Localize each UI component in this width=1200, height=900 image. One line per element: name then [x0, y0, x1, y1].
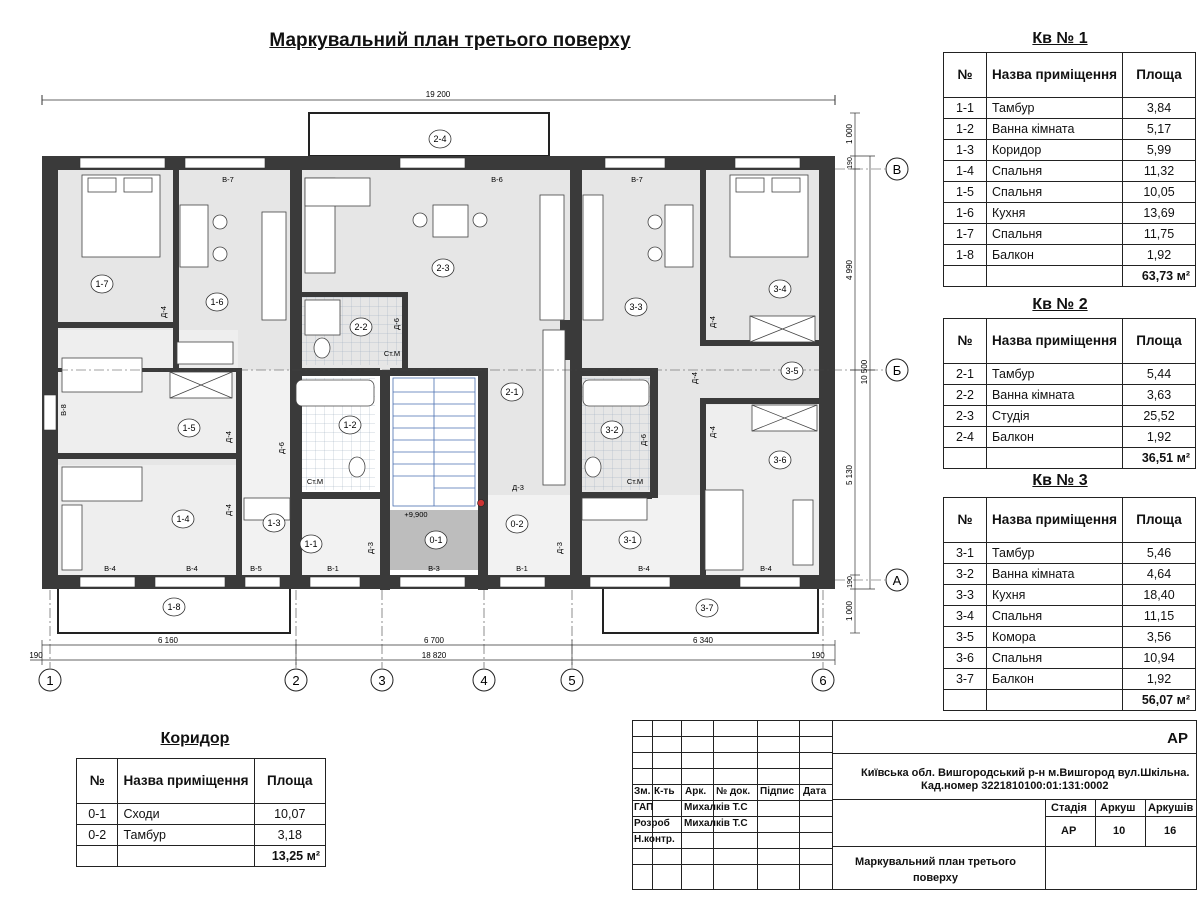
- table-head-area: Площа: [1123, 53, 1196, 98]
- table-total-row: [944, 448, 1196, 469]
- stage-label: Стадія: [1051, 802, 1087, 814]
- total-empty: [944, 690, 987, 711]
- kitchen-3b: [583, 195, 603, 320]
- table-row: [944, 140, 1196, 161]
- tag-window-v4-3: В-4: [638, 564, 650, 573]
- row-name: Спальня: [986, 648, 1122, 669]
- table-caption-apartment-2: Кв № 2: [1032, 296, 1088, 313]
- table-row: [944, 669, 1196, 690]
- row-name: Ванна кімната: [986, 564, 1122, 585]
- row-area: 18,40: [1123, 585, 1196, 606]
- axis-label-3: 3: [378, 673, 386, 688]
- drawing-name-1: Маркувальний план третього: [855, 856, 1017, 868]
- row-number: 2-1: [944, 364, 987, 385]
- tag-riser-1: Ст.М: [306, 477, 324, 486]
- row-name: Ванна кімната: [986, 385, 1122, 406]
- staircase: [393, 378, 475, 506]
- row-name: Тамбур: [986, 364, 1122, 385]
- shower-2-2: [305, 300, 340, 335]
- total-empty: [118, 846, 254, 867]
- row-area: 3,63: [1123, 385, 1196, 406]
- table-row: [944, 161, 1196, 182]
- tag-window-v4-2: В-4: [186, 564, 198, 573]
- closet-1-6: [177, 342, 233, 364]
- table-row: [944, 119, 1196, 140]
- sheet-label: Аркуш: [1100, 802, 1136, 814]
- bed-1-5: [62, 358, 142, 392]
- row-area: 4,64: [1123, 564, 1196, 585]
- total-empty: [986, 448, 1122, 469]
- title-block-code: АР: [1167, 730, 1188, 747]
- room-1-5: 1-5: [182, 423, 196, 433]
- row-number: 1-3: [944, 140, 987, 161]
- table-head-no: №: [944, 53, 987, 98]
- table-row: [77, 825, 326, 846]
- closet-3-1: [582, 498, 647, 520]
- table-head-area: Площа: [1123, 498, 1196, 543]
- table-total: 56,07 м²: [1123, 690, 1196, 711]
- tag-window-v7-right: В-7: [631, 175, 643, 184]
- dim-right-5: 190: [847, 576, 854, 588]
- row-number: 2-2: [944, 385, 987, 406]
- row-number: 0-2: [77, 825, 118, 846]
- row-number: 3-7: [944, 669, 987, 690]
- room-2-4: 2-4: [433, 134, 447, 144]
- dining-table-2-3: [433, 205, 468, 237]
- room-3-6: 3-6: [773, 455, 787, 465]
- row-number: 3-5: [944, 627, 987, 648]
- dim-right-3: 4 990: [845, 259, 854, 281]
- table-row: [944, 606, 1196, 627]
- sheets-label: Аркушів: [1148, 802, 1194, 814]
- table-caption-corridor: Коридор: [160, 730, 230, 747]
- table-row: [944, 564, 1196, 585]
- riser-marker: [478, 500, 485, 507]
- sheets-value: 16: [1164, 825, 1177, 837]
- row-name: Тамбур: [118, 825, 254, 846]
- tag-window-v4-1: В-4: [104, 564, 116, 573]
- tag-door-1-6: Д-4: [159, 306, 168, 318]
- row-area: 3,84: [1123, 98, 1196, 119]
- room-3-3: 3-3: [629, 302, 643, 312]
- table-head-area: Площа: [1123, 319, 1196, 364]
- room-3-5: 3-5: [785, 366, 799, 376]
- tag-window-v8: В-8: [59, 404, 68, 416]
- row-area: 3,56: [1123, 627, 1196, 648]
- row-name: Тамбур: [986, 543, 1122, 564]
- dim-edge-left: 190: [29, 651, 43, 660]
- row-area: 1,92: [1123, 669, 1196, 690]
- room-2-1: 2-1: [505, 387, 519, 397]
- person-rozrob: Михалків Т.С: [684, 818, 748, 829]
- table-row: [944, 245, 1196, 266]
- desk-1-4: [62, 505, 82, 570]
- tag-window-v1-left: В-1: [327, 564, 339, 573]
- person-gap: Михалків Т.С: [684, 802, 748, 813]
- table-head-area: Площа: [254, 759, 325, 804]
- total-empty: [986, 690, 1122, 711]
- row-name: Кухня: [986, 203, 1122, 224]
- tag-window-v6: В-6: [491, 175, 503, 184]
- tag-door-1-4: Д-4: [224, 504, 233, 516]
- row-area: 10,94: [1123, 648, 1196, 669]
- table-total: 36,51 м²: [1123, 448, 1196, 469]
- row-area: 10,05: [1123, 182, 1196, 203]
- dim-edge-right: 190: [811, 651, 825, 660]
- room-1-1: 1-1: [304, 539, 318, 549]
- room-1-2: 1-2: [343, 420, 357, 430]
- tag-window-v4-4: В-4: [760, 564, 772, 573]
- table-caption-apartment-3: Кв № 3: [1032, 472, 1088, 489]
- tag-door-3-5: Д-4: [690, 372, 699, 384]
- row-area: 5,46: [1123, 543, 1196, 564]
- table-total: 63,73 м²: [1123, 266, 1196, 287]
- row-number: 2-3: [944, 406, 987, 427]
- row-name: Балкон: [986, 669, 1122, 690]
- table-head-no: №: [944, 498, 987, 543]
- bathtub-left: [296, 380, 374, 406]
- row-area: 25,52: [1123, 406, 1196, 427]
- row-area: 3,18: [254, 825, 325, 846]
- total-empty: [944, 266, 987, 287]
- row-name: Тамбур: [986, 98, 1122, 119]
- table-row: [944, 406, 1196, 427]
- dim-seg-3: 6 340: [692, 636, 714, 645]
- room-0-2: 0-2: [510, 519, 524, 529]
- row-name: Студія: [986, 406, 1122, 427]
- tag-door-bath-2: Д-6: [392, 318, 401, 330]
- row-area: 11,75: [1123, 224, 1196, 245]
- table-corridor: [76, 758, 326, 867]
- room-3-4: 3-4: [773, 284, 787, 294]
- tag-door-2-1: Д-3: [512, 483, 524, 492]
- table-head-name: Назва приміщення: [118, 759, 254, 804]
- tag-window-v5: В-5: [250, 564, 262, 573]
- col-doc: № док.: [716, 786, 751, 797]
- tag-window-v1-right: В-1: [516, 564, 528, 573]
- tag-door-3-6: Д-4: [708, 426, 717, 438]
- table-head-no: №: [944, 319, 987, 364]
- table-1-6: [180, 205, 208, 267]
- row-number: 3-6: [944, 648, 987, 669]
- bed-1-4: [62, 467, 142, 501]
- role-nkontr: Н.контр.: [634, 834, 675, 845]
- room-1-8: 1-8: [167, 602, 181, 612]
- row-name: Балкон: [986, 245, 1122, 266]
- title-block: [632, 720, 1197, 890]
- row-area: 10,07: [254, 804, 325, 825]
- row-name: Кухня: [986, 585, 1122, 606]
- table-total-row: [77, 846, 326, 867]
- stage-value: АР: [1061, 825, 1077, 837]
- dimension-overall: [42, 90, 835, 105]
- room-1-4: 1-4: [176, 514, 190, 524]
- bathtub-right: [583, 380, 649, 406]
- desk-3-6: [793, 500, 813, 565]
- tag-window-v7-left: В-7: [222, 175, 234, 184]
- dim-right-total: 10 500: [860, 359, 869, 385]
- dim-seg-1: 6 160: [157, 636, 179, 645]
- room-3-1: 3-1: [623, 535, 637, 545]
- table-apartment-3: [943, 497, 1196, 711]
- plan-title: Маркувальний план третього поверху: [269, 30, 631, 51]
- title-block-address-2: Кад.номер 3221810100:01:131:0002: [921, 780, 1109, 792]
- table-row: [944, 427, 1196, 448]
- row-name: Коридор: [986, 140, 1122, 161]
- tag-door-0-2: Д-3: [555, 542, 564, 554]
- table-row: [944, 648, 1196, 669]
- axis-label-a: А: [892, 573, 902, 588]
- bed-3-6: [705, 490, 743, 570]
- table-row: [944, 585, 1196, 606]
- row-area: 5,99: [1123, 140, 1196, 161]
- tag-riser-3: Ст.М: [626, 477, 644, 486]
- col-kt: К-ть: [654, 786, 675, 797]
- table-row: [944, 364, 1196, 385]
- row-number: 1-1: [944, 98, 987, 119]
- col-zm: Зм.: [634, 786, 651, 797]
- table-row: [944, 224, 1196, 245]
- row-number: 0-1: [77, 804, 118, 825]
- dim-right-1: 1 000: [845, 123, 854, 145]
- title-block-address-1: Київська обл. Вишгородський р-н м.Вишгород вул.Шкільна.: [861, 767, 1190, 779]
- axis-label-v: В: [892, 162, 902, 177]
- closet-2-1: [543, 330, 565, 485]
- row-area: 11,15: [1123, 606, 1196, 627]
- drawing-name-2: поверху: [913, 872, 959, 884]
- table-row: [944, 543, 1196, 564]
- dim-right-4: 5 130: [845, 464, 854, 486]
- row-name: Спальня: [986, 161, 1122, 182]
- table-apartment-2: [943, 318, 1196, 469]
- total-empty: [944, 448, 987, 469]
- axis-label-5: 5: [568, 673, 576, 688]
- table-row: [944, 182, 1196, 203]
- room-1-7: 1-7: [95, 279, 109, 289]
- row-name: Спальня: [986, 224, 1122, 245]
- table-apartment-1: [943, 52, 1196, 287]
- tag-door-3-4: Д-4: [708, 316, 717, 328]
- axis-label-2: 2: [292, 673, 300, 688]
- dim-right-6: 1 000: [845, 600, 854, 622]
- row-number: 1-2: [944, 119, 987, 140]
- tag-door-bath-1: Д-6: [277, 442, 286, 454]
- dim-right-2: 190: [847, 157, 854, 169]
- tag-door-1-1: Д-3: [366, 542, 375, 554]
- room-2-3: 2-3: [436, 263, 450, 273]
- row-area: 1,92: [1123, 427, 1196, 448]
- axis-label-b: Б: [892, 363, 902, 378]
- row-area: 13,69: [1123, 203, 1196, 224]
- col-sign: Підпис: [760, 786, 795, 797]
- row-number: 1-4: [944, 161, 987, 182]
- tag-door-bath-3: Д-6: [639, 434, 648, 446]
- table-total-row: [944, 266, 1196, 287]
- sheet-value: 10: [1113, 825, 1126, 837]
- col-date: Дата: [803, 786, 827, 797]
- table-total-row: [944, 690, 1196, 711]
- tag-riser-2: Ст.М: [383, 349, 401, 358]
- room-0-1: 0-1: [429, 535, 443, 545]
- row-area: 1,92: [1123, 245, 1196, 266]
- row-area: 5,17: [1123, 119, 1196, 140]
- row-number: 1-5: [944, 182, 987, 203]
- row-name: Ванна кімната: [986, 119, 1122, 140]
- row-number: 1-6: [944, 203, 987, 224]
- row-number: 3-3: [944, 585, 987, 606]
- row-number: 1-8: [944, 245, 987, 266]
- row-number: 3-4: [944, 606, 987, 627]
- row-number: 2-4: [944, 427, 987, 448]
- col-ark: Арк.: [685, 786, 707, 797]
- table-total: 13,25 м²: [254, 846, 325, 867]
- room-1-6: 1-6: [210, 297, 224, 307]
- table-row: [944, 627, 1196, 648]
- balcony-2-4: [309, 113, 549, 156]
- row-name: Спальня: [986, 182, 1122, 203]
- row-number: 1-7: [944, 224, 987, 245]
- tag-door-1-5: Д-4: [224, 431, 233, 443]
- room-1-3: 1-3: [267, 518, 281, 528]
- table-3-3: [665, 205, 693, 267]
- tag-window-v3: В-3: [428, 564, 440, 573]
- kitchen-1: [262, 212, 286, 320]
- role-gap: ГАП: [634, 802, 654, 813]
- table-row: [77, 804, 326, 825]
- row-name: Спальня: [986, 606, 1122, 627]
- table-head-name: Назва приміщення: [986, 319, 1122, 364]
- table-head-name: Назва приміщення: [986, 53, 1122, 98]
- row-name: Балкон: [986, 427, 1122, 448]
- dim-overall-text: 19 200: [425, 90, 451, 99]
- row-area: 5,44: [1123, 364, 1196, 385]
- dim-bottom-total: 18 820: [421, 651, 447, 660]
- room-3-7: 3-7: [700, 603, 714, 613]
- axis-label-1: 1: [46, 673, 54, 688]
- table-row: [944, 203, 1196, 224]
- room-3-2: 3-2: [605, 425, 619, 435]
- dim-seg-2: 6 700: [423, 636, 445, 645]
- total-empty: [77, 846, 118, 867]
- row-name: Сходи: [118, 804, 254, 825]
- row-area: 11,32: [1123, 161, 1196, 182]
- table-head-name: Назва приміщення: [986, 498, 1122, 543]
- axis-label-6: 6: [819, 673, 827, 688]
- table-caption-apartment-1: Кв № 1: [1032, 30, 1088, 47]
- table-head-no: №: [77, 759, 118, 804]
- room-2-2: 2-2: [354, 322, 368, 332]
- total-empty: [986, 266, 1122, 287]
- elevation-mark: +9,900: [404, 510, 428, 519]
- kitchen-3: [540, 195, 564, 320]
- row-number: 3-1: [944, 543, 987, 564]
- axis-label-4: 4: [480, 673, 488, 688]
- role-rozrob: Розроб: [634, 818, 670, 829]
- table-row: [944, 385, 1196, 406]
- table-row: [944, 98, 1196, 119]
- row-name: Комора: [986, 627, 1122, 648]
- row-number: 3-2: [944, 564, 987, 585]
